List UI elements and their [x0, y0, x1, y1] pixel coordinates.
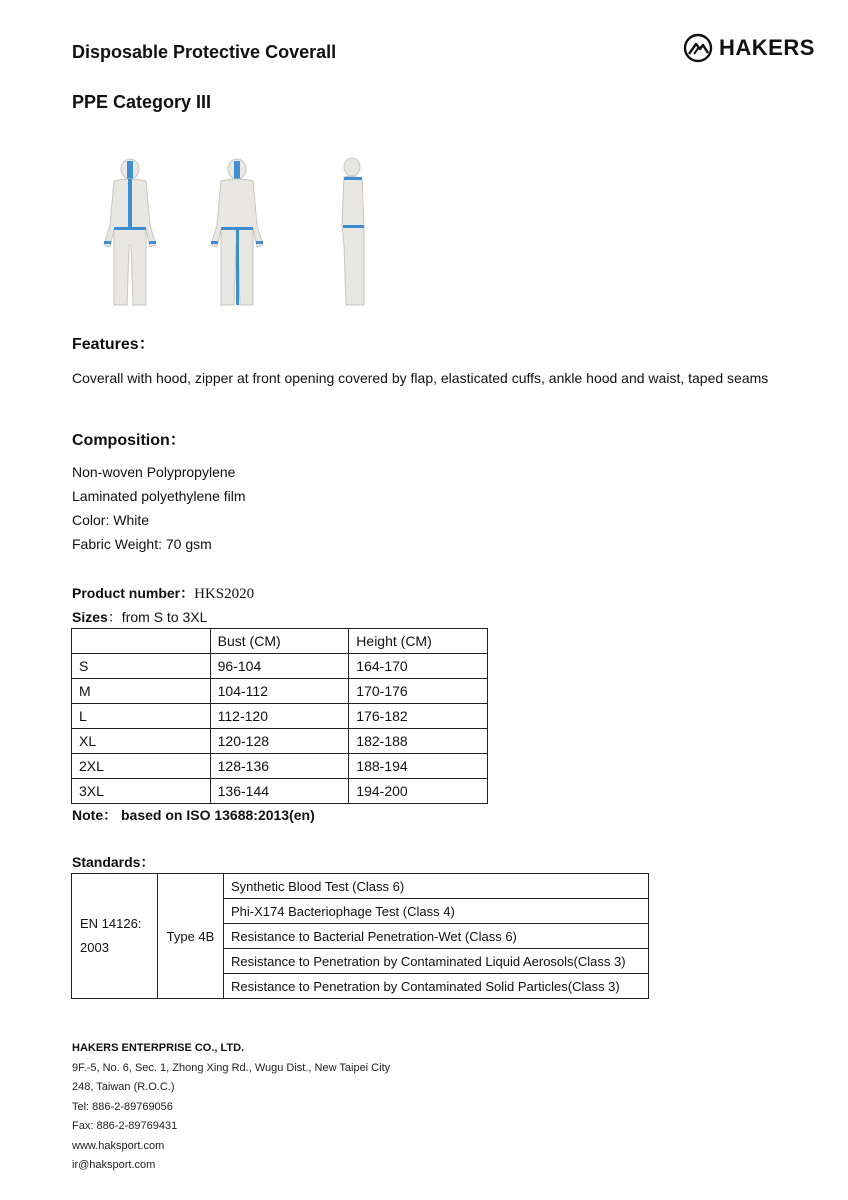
- company-address-line2: 248, Taiwan (R.O.C.): [72, 1081, 175, 1093]
- composition-line: Laminated polyethylene film: [72, 488, 246, 504]
- table-cell: 136-144: [210, 779, 349, 804]
- document-subtitle: PPE Category III: [72, 92, 212, 112]
- standards-heading: Standards：: [72, 854, 155, 870]
- company-fax: Fax: 886-2-89769431: [72, 1120, 178, 1132]
- table-cell: S: [72, 654, 211, 679]
- sizes-label: Sizes: [72, 609, 108, 625]
- standard-name: EN 14126:: [80, 916, 142, 931]
- test-cell: Resistance to Penetration by Contaminated Solid Particles(Class 3): [224, 974, 649, 999]
- features-description: Coverall with hood, zipper at front opening covered by flap, elasticated cuffs, ankle hood and waist, taped seams: [72, 370, 769, 386]
- table-header-row: [72, 629, 488, 654]
- table-cell: 112-120: [210, 704, 349, 729]
- coverall-side-photo: [322, 155, 382, 307]
- test-cell: Resistance to Bacterial Penetration-Wet (Class 6): [224, 924, 649, 949]
- standards-table: [71, 873, 649, 999]
- brand-logo: [683, 33, 815, 63]
- standard-year: 2003: [80, 940, 109, 955]
- test-cell: Synthetic Blood Test (Class 6): [224, 874, 649, 899]
- sizes-summary: [72, 607, 207, 627]
- product-number-value: HKS2020: [194, 586, 255, 602]
- document-title: Disposable Protective Coverall: [72, 42, 337, 62]
- table-cell: 120-128: [210, 729, 349, 754]
- company-address: 9F.-5, No. 6, Sec. 1, Zhong Xing Rd., Wugu Dist., New Taipei City: [72, 1062, 391, 1074]
- table-cell: 176-182: [349, 704, 488, 729]
- table-row: [72, 754, 488, 779]
- table-cell: 194-200: [349, 779, 488, 804]
- company-email-link[interactable]: ir@haksport.com: [72, 1159, 156, 1171]
- table-row: [72, 779, 488, 804]
- table-cell: 170-176: [349, 679, 488, 704]
- features-heading: Features：: [72, 336, 155, 353]
- coverall-front-photo: [100, 155, 160, 307]
- table-cell: 164-170: [349, 654, 488, 679]
- standard-name-cell: [72, 874, 158, 999]
- table-cell: XL: [72, 729, 211, 754]
- table-cell: 96-104: [210, 654, 349, 679]
- table-cell: 2XL: [72, 754, 211, 779]
- table-row: [72, 654, 488, 679]
- table-header-cell: [72, 629, 211, 654]
- table-row: [72, 679, 488, 704]
- company-website-link[interactable]: www.haksport.com: [72, 1140, 165, 1152]
- table-cell: 3XL: [72, 779, 211, 804]
- product-number: [72, 583, 254, 603]
- table-cell: L: [72, 704, 211, 729]
- mountain-logo-icon: [683, 33, 713, 63]
- test-cell: Resistance to Penetration by Contaminated Liquid Aerosols(Class 3): [224, 949, 649, 974]
- company-name: HAKERS ENTERPRISE CO., LTD.: [72, 1042, 245, 1054]
- table-cell: 182-188: [349, 729, 488, 754]
- table-cell: M: [72, 679, 211, 704]
- table-cell: 128-136: [210, 754, 349, 779]
- company-phone: Tel: 886-2-89769056: [72, 1101, 173, 1113]
- table-header-cell: Height (CM): [349, 629, 488, 654]
- product-number-label: Product number：: [72, 585, 195, 601]
- table-row: [72, 704, 488, 729]
- standard-note: Note： based on ISO 13688:2013(en): [72, 807, 315, 823]
- table-row: [72, 874, 649, 899]
- test-cell: Phi-X174 Bacteriophage Test (Class 4): [224, 899, 649, 924]
- sizes-range: ：from S to 3XL: [107, 609, 208, 625]
- composition-heading: Composition：: [72, 432, 186, 449]
- table-cell: 188-194: [349, 754, 488, 779]
- table-cell: 104-112: [210, 679, 349, 704]
- table-row: [72, 729, 488, 754]
- composition-line: Fabric Weight: 70 gsm: [72, 536, 212, 552]
- table-header-cell: Bust (CM): [210, 629, 349, 654]
- composition-line: Color: White: [72, 512, 150, 528]
- brand-name: HAKERS: [719, 35, 815, 60]
- coverall-back-photo: [207, 155, 267, 307]
- standard-type: Type 4B: [158, 874, 224, 999]
- sizes-table: [71, 628, 488, 804]
- composition-line: Non-woven Polypropylene: [72, 464, 236, 480]
